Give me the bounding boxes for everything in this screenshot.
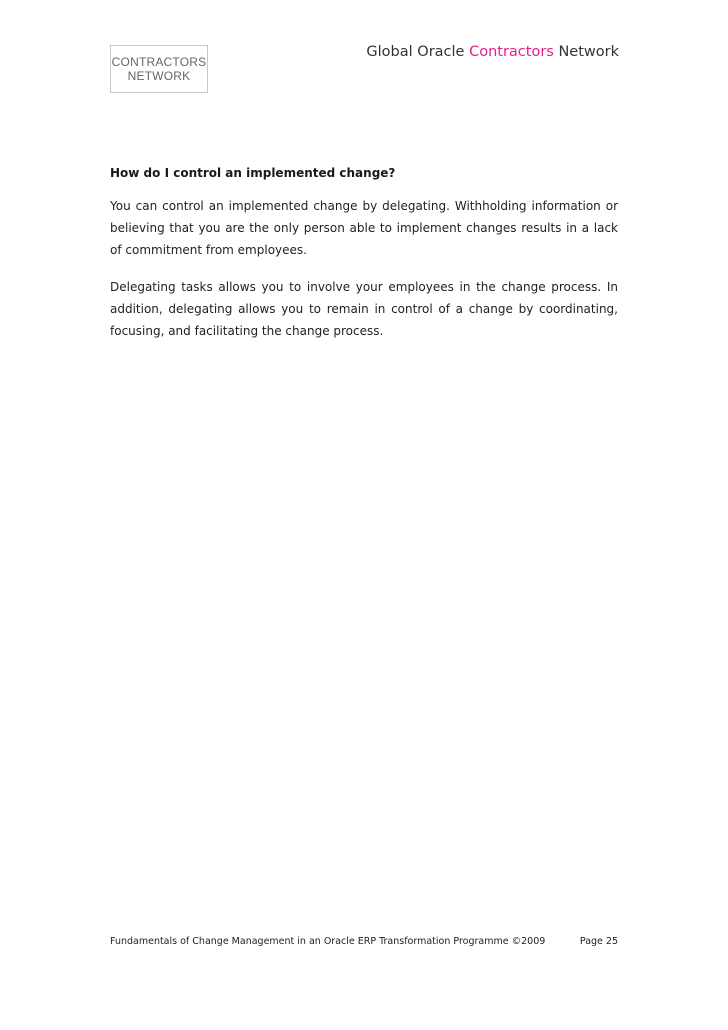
- contractors-network-logo: [110, 45, 208, 93]
- brand-part-2: Network: [553, 44, 619, 60]
- brand-accent: Contractors: [469, 44, 554, 60]
- page-footer: [110, 936, 618, 947]
- page-number: Page 25: [579, 936, 618, 947]
- paragraph-2: Delegating tasks allows you to involve your employees in the change process. In addition, delegating allows you to remain in control of a change by coordinating, focusing, and facilitating the change process.: [110, 280, 618, 338]
- logo-line-1: CONTRACTORS: [111, 55, 207, 69]
- brand-title: [366, 44, 619, 60]
- logo-line-2: NETWORK: [127, 69, 191, 83]
- paragraph-1: You can control an implemented change by delegating. Withholding information or believing that you are the only person able to implement changes results in a lack of commitment from employees.: [110, 199, 618, 257]
- brand-part-1: Global Oracle: [366, 44, 470, 60]
- document-body: [110, 162, 618, 357]
- footer-title: Fundamentals of Change Management in an Oracle ERP Transformation Programme ©2009: [110, 936, 546, 947]
- section-heading: How do I control an implemented change?: [110, 166, 396, 180]
